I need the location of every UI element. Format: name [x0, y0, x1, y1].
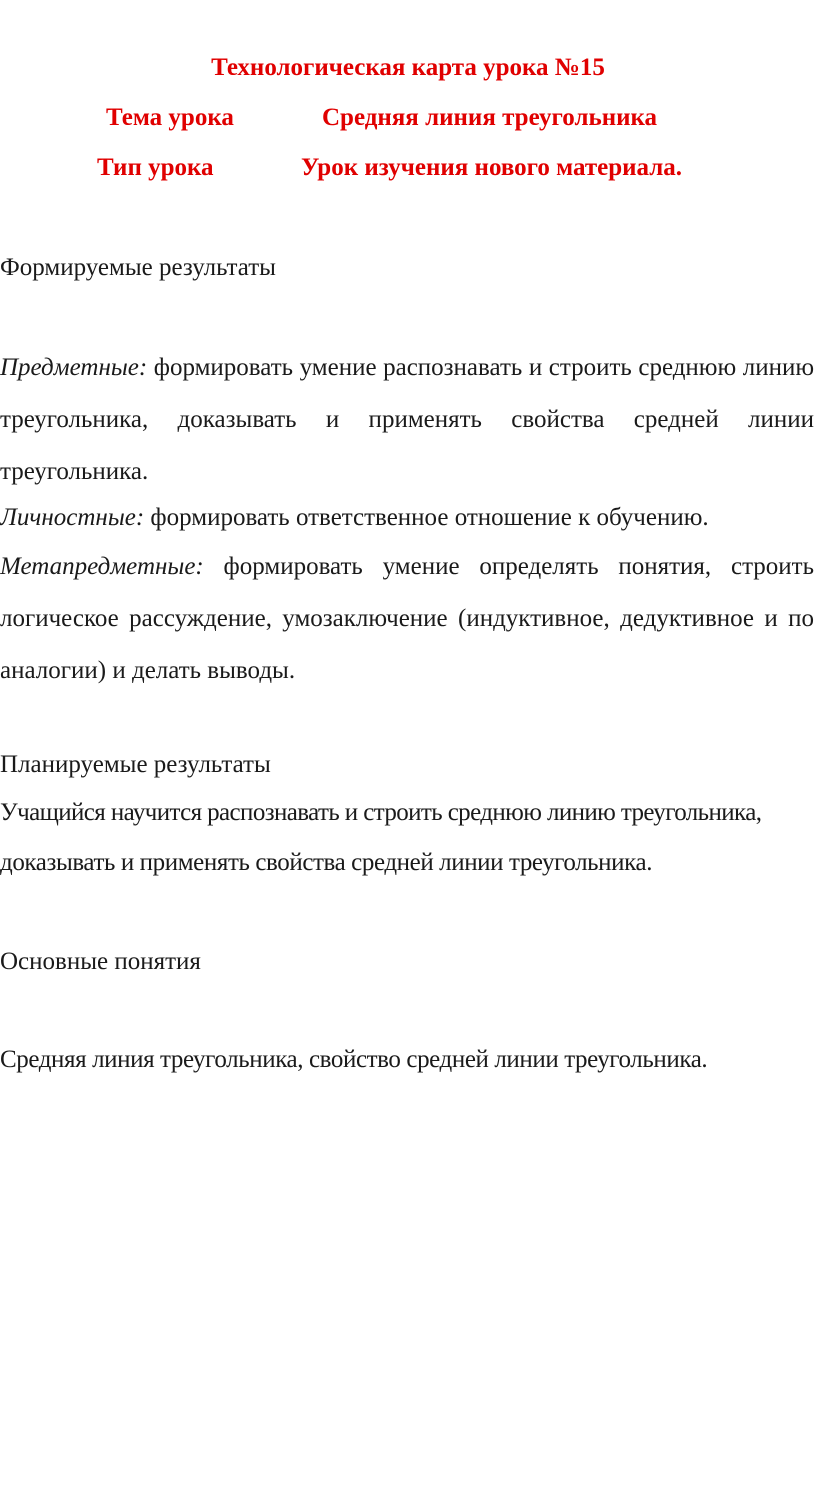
type-value: Урок изучения нового материала.	[301, 154, 683, 181]
topic-label: Тема урока	[106, 104, 234, 131]
personal-results-text: формировать ответственное отношение к обучению.	[150, 504, 709, 531]
planned-results-heading: Планируемые результаты	[0, 751, 271, 778]
subject-results-text: формировать умение распознавать и строить среднюю линию треугольника, доказывать и применять свойства средней линии треугольника.	[0, 354, 815, 485]
lesson-card-title: Технологическая карта урока №15	[211, 54, 605, 81]
meta-results-text: формировать умение определять понятия, строить логическое рассуждение, умозаключение (индуктивное, дедуктивное и по аналогии) и делать выводы.	[0, 553, 815, 684]
topic-value: Средняя линия треугольника	[322, 104, 658, 131]
meta-results-paragraph	[0, 541, 814, 697]
subject-results-term: Предметные:	[0, 354, 148, 381]
key-concepts-text: Средняя линия треугольника, свойство средней линии треугольника.	[0, 1046, 708, 1073]
planned-results-line-1: Учащийся научится распознавать и строить среднюю линию треугольника,	[0, 799, 762, 826]
key-concepts-heading: Основные понятия	[0, 948, 201, 975]
type-label: Тип урока	[97, 154, 214, 181]
personal-results-term: Личностные:	[0, 504, 145, 531]
personal-results-paragraph	[0, 492, 814, 544]
subject-results-paragraph	[0, 342, 814, 498]
planned-results-line-2: доказывать и применять свойства средней линии треугольника.	[0, 849, 653, 876]
meta-results-term: Метапредметные:	[0, 553, 204, 580]
formed-results-heading: Формируемые результаты	[0, 254, 276, 281]
